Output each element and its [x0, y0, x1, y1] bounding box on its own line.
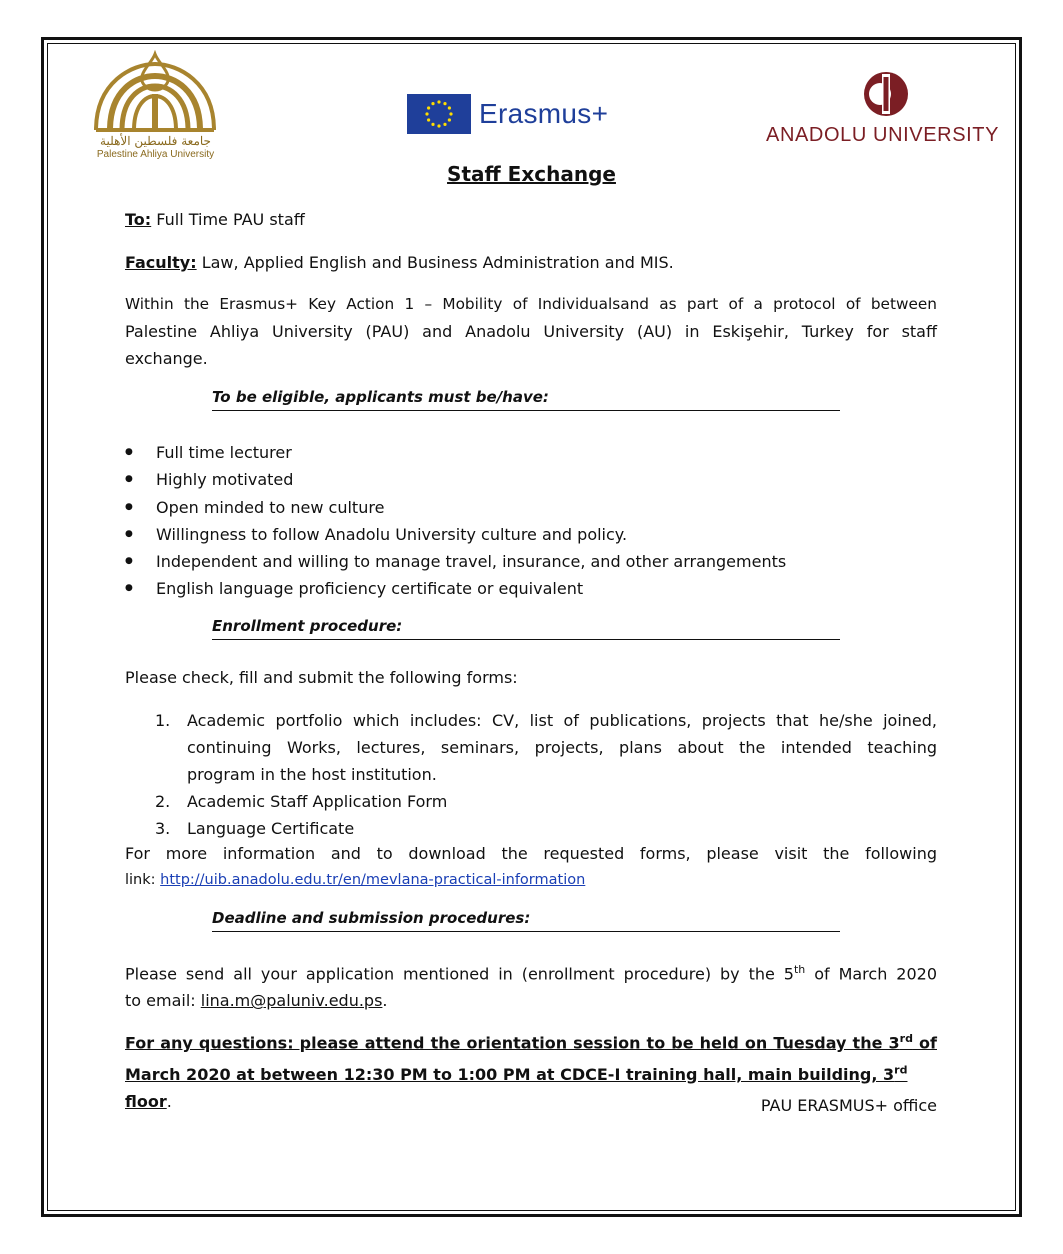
anadolu-wordmark: ANADOLU UNIVERSITY [766, 124, 1000, 146]
list-item: ● Independent and willing to manage travel, insurance, and other arrangements [125, 548, 937, 575]
list-item [125, 788, 937, 815]
ordinal-suffix: rd [894, 1063, 908, 1077]
list-item [125, 815, 937, 842]
deadline-date: of March 2020 [805, 964, 938, 984]
eu-flag-icon [407, 94, 471, 134]
to-line [125, 206, 937, 233]
link-label: link: [125, 872, 161, 888]
questions-text: For any questions: please attend the orientation session to be held on Tuesday the 3 [125, 1033, 900, 1053]
deadline-line-1 [125, 956, 937, 987]
enrollment-heading: Enrollment procedure: [212, 617, 840, 640]
erasmus-logo [407, 94, 622, 138]
anadolu-logo [762, 68, 1010, 150]
list-item: ● Open minded to new culture [125, 494, 937, 521]
list-item: ● Willingness to follow Anadolu University culture and policy. [125, 521, 937, 548]
page-title: Staff Exchange [447, 162, 616, 186]
list-item: ● English language proficiency certificate or equivalent [125, 575, 937, 602]
eu-star-icon [437, 124, 440, 127]
deadline-paragraph [125, 956, 937, 1014]
intro-line-1: Within the Erasmus+ Key Action 1 – Mobility of Individualsand as part of a protocol of between [125, 295, 937, 313]
item-number: 3. [155, 819, 171, 838]
contact-email-link[interactable]: lina.m@paluniv.edu.ps [200, 991, 383, 1011]
eu-star-icon [448, 106, 451, 109]
eu-star-icon [425, 112, 428, 115]
item-3-text: Language Certificate [187, 819, 355, 838]
eu-star-icon [427, 118, 430, 121]
faculty-label: Faculty: [125, 253, 197, 272]
ordinal-suffix: th [793, 963, 806, 976]
item-1-line-1: Academic portfolio which includes: CV, list of publications, projects that he/she joined, [187, 711, 937, 730]
signoff: PAU ERASMUS+ office [760, 1096, 937, 1115]
period: . [166, 1091, 172, 1111]
erasmus-wordmark: Erasmus+ [479, 98, 609, 129]
period: . [382, 991, 388, 1011]
eu-star-icon [427, 106, 430, 109]
list-item [125, 707, 937, 788]
pau-dome-icon [88, 50, 223, 134]
item-2-text: Academic Staff Application Form [187, 792, 448, 811]
deadline-heading: Deadline and submission procedures: [212, 909, 840, 932]
eligibility-heading: To be eligible, applicants must be/have: [212, 388, 840, 411]
eu-star-icon [431, 123, 434, 126]
to-value: Full Time PAU staff [151, 210, 305, 229]
session-details: March 2020 at between 12:30 PM to 1:00 PM at CDCE-I training hall, main building, 3 [125, 1064, 895, 1084]
eu-star-icon [448, 118, 451, 121]
questions-text-end: of [912, 1033, 937, 1053]
eligibility-list [125, 439, 937, 603]
deadline-text: Please send all your application mentioned in (enrollment procedure) by the 5 [125, 964, 794, 984]
eu-star-icon [449, 112, 452, 115]
questions-line-1 [125, 1025, 937, 1056]
forms-list [125, 707, 937, 842]
more-info [125, 841, 937, 893]
pau-name-arabic: جامعة فلسطين الأهلية [100, 134, 211, 148]
deadline-line-2 [125, 987, 937, 1014]
pau-logo [88, 50, 223, 165]
eu-star-icon [437, 100, 440, 103]
more-info-line-1: For more information and to download the requested forms, please visit the following [125, 844, 937, 863]
faculty-value: Law, Applied English and Business Administration and MIS. [196, 253, 674, 272]
forms-link[interactable]: http://uib.anadolu.edu.tr/en/mevlana-practical-information [160, 872, 586, 888]
session-floor: floor [125, 1091, 167, 1111]
email-label: to email: [125, 991, 201, 1011]
to-label: To: [125, 210, 152, 229]
anadolu-emblem-icon [762, 68, 1010, 124]
item-number: 2. [155, 792, 171, 811]
list-item: ● Full time lecturer [125, 439, 937, 466]
intro-line-3: exchange. [125, 349, 208, 368]
more-info-line-2 [125, 867, 937, 893]
intro-paragraph [125, 291, 937, 372]
enrollment-instruction: Please check, fill and submit the following forms: [125, 668, 518, 687]
intro-line-2: Palestine Ahliya University (PAU) and Anadolu University (AU) in Eskişehir, Turkey for staff [125, 322, 937, 341]
eu-star-icon [443, 102, 446, 105]
item-1-line-2: continuing Works, lectures, seminars, projects, plans about the intended teaching [187, 738, 937, 757]
item-1-line-3: program in the host institution. [187, 765, 437, 784]
ordinal-suffix: rd [899, 1032, 913, 1045]
pau-name-english: Palestine Ahliya University [96, 149, 215, 160]
item-number: 1. [155, 711, 171, 730]
eu-star-icon [431, 102, 434, 105]
list-item: ● Highly motivated [125, 466, 937, 493]
faculty-line [125, 249, 937, 276]
eu-star-icon [443, 123, 446, 126]
